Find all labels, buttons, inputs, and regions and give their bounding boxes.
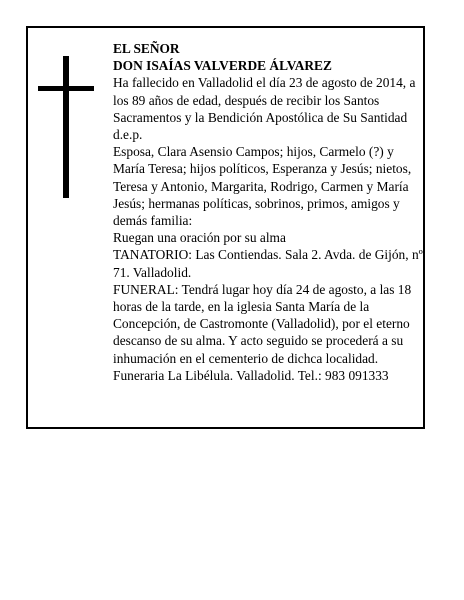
funeral-info: FUNERAL: Tendrá lugar hoy día 24 de agosto, a las 18 horas de la tarde, en la iglesia Santa María de la Concepción, de Castromonte (Valladolid), por el eterno descanso de su alma. Y acto seguido se procederá a su inhumación en el cementerio de dichca localidad. bbox=[113, 281, 412, 366]
family-paragraph: Esposa, Clara Asensio Campos; hijos, Carmelo (?) y María Teresa; hijos políticos, Esperanza y Jesús; nietos, Teresa y Antonio, Margarita, Rodrigo, Carmen y María Jesús; hermanas políticas, sobrinos, primos, amigos y demás familia: bbox=[113, 144, 412, 229]
cross-vertical-bar bbox=[63, 56, 69, 198]
notice-text bbox=[113, 40, 423, 384]
cross-icon bbox=[38, 56, 94, 198]
title-line-2: DON ISAÍAS VALVERDE ÁLVAREZ bbox=[113, 58, 332, 74]
cross-horizontal-bar bbox=[38, 86, 94, 91]
tanatorio-info: TANATORIO: Las Contiendas. Sala 2. Avda. de Gijón, nº 71. Valladolid. bbox=[113, 247, 423, 280]
funeral-home-info: Funeraria La Libélula. Valladolid. Tel.: 983 091333 bbox=[113, 367, 389, 383]
prayer-request: Ruegan una oración por su alma bbox=[113, 230, 286, 246]
title-line-1: EL SEÑOR bbox=[113, 41, 180, 56]
announcement-paragraph: Ha fallecido en Valladolid el día 23 de agosto de 2014, a los 89 años de edad, después de recibir los Santos Sacramentos y la Bendición Apostólica de Su Santidad d.e.p. bbox=[113, 75, 416, 143]
obituary-notice bbox=[26, 26, 425, 429]
